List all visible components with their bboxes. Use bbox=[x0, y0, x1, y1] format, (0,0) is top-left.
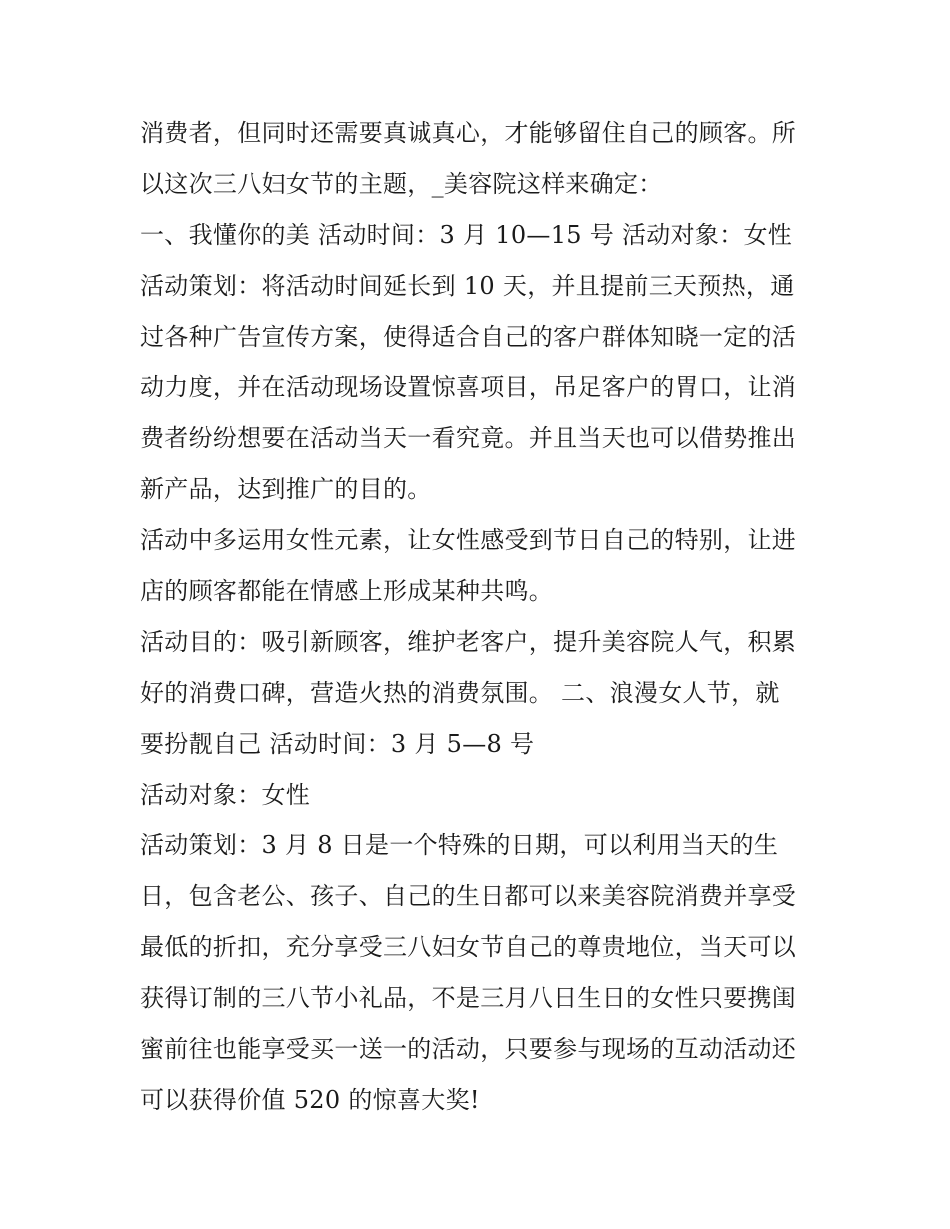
text-line: 活动中多运用女性元素，让女性感受到节日自己的特别，让进 bbox=[140, 526, 797, 555]
text-line: 活动对象：女性 bbox=[140, 780, 311, 809]
text-line: 好的消费口碑，营造火热的消费氛围。 二、浪漫女人节，就 bbox=[140, 678, 780, 707]
text-line: 获得订制的三八节小礼品，不是三月八日生日的女性只要携闺 bbox=[140, 984, 797, 1013]
text-line: 最低的折扣，充分享受三八妇女节自己的尊贵地位，当天可以 bbox=[140, 933, 797, 962]
text-line: 一、我懂你的美 活动时间：3 月 10—15 号 活动对象：女性 bbox=[140, 220, 793, 249]
text-line: 活动策划：将活动时间延长到 10 天，并且提前三天预热，通 bbox=[140, 271, 795, 300]
text-line: 活动策划：3 月 8 日是一个特殊的日期，可以利用当天的生 bbox=[140, 831, 779, 860]
text-line: 活动目的：吸引新顾客，维护老客户，提升美容院人气，积累 bbox=[140, 627, 797, 656]
text-line: 新产品，达到推广的目的。 bbox=[140, 475, 432, 504]
text-line: 动力度，并在活动现场设置惊喜项目，吊足客户的胃口，让消 bbox=[140, 373, 797, 402]
text-line: 费者纷纷想要在活动当天一看究竟。并且当天也可以借势推出 bbox=[140, 424, 797, 453]
text-line: 店的顾客都能在情感上形成某种共鸣。 bbox=[140, 577, 554, 606]
text-line: 可以获得价值 520 的惊喜大奖! bbox=[140, 1085, 480, 1114]
text-line: 过各种广告宣传方案，使得适合自己的客户群体知晓一定的活 bbox=[140, 322, 797, 351]
text-line: 消费者，但同时还需要真诚真心，才能够留住自己的顾客。所 bbox=[140, 119, 797, 147]
text-line: 日，包含老公、孩子、自己的生日都可以来美容院消费并享受 bbox=[140, 882, 797, 911]
document-body bbox=[140, 108, 820, 1126]
text-line: 蜜前往也能享受买一送一的活动，只要参与现场的互动活动还 bbox=[140, 1035, 797, 1064]
text-line: 要扮靓自己 活动时间：3 月 5—8 号 bbox=[140, 729, 535, 758]
text-line: 以这次三八妇女节的主题，_美容院这样来确定： bbox=[140, 169, 663, 198]
